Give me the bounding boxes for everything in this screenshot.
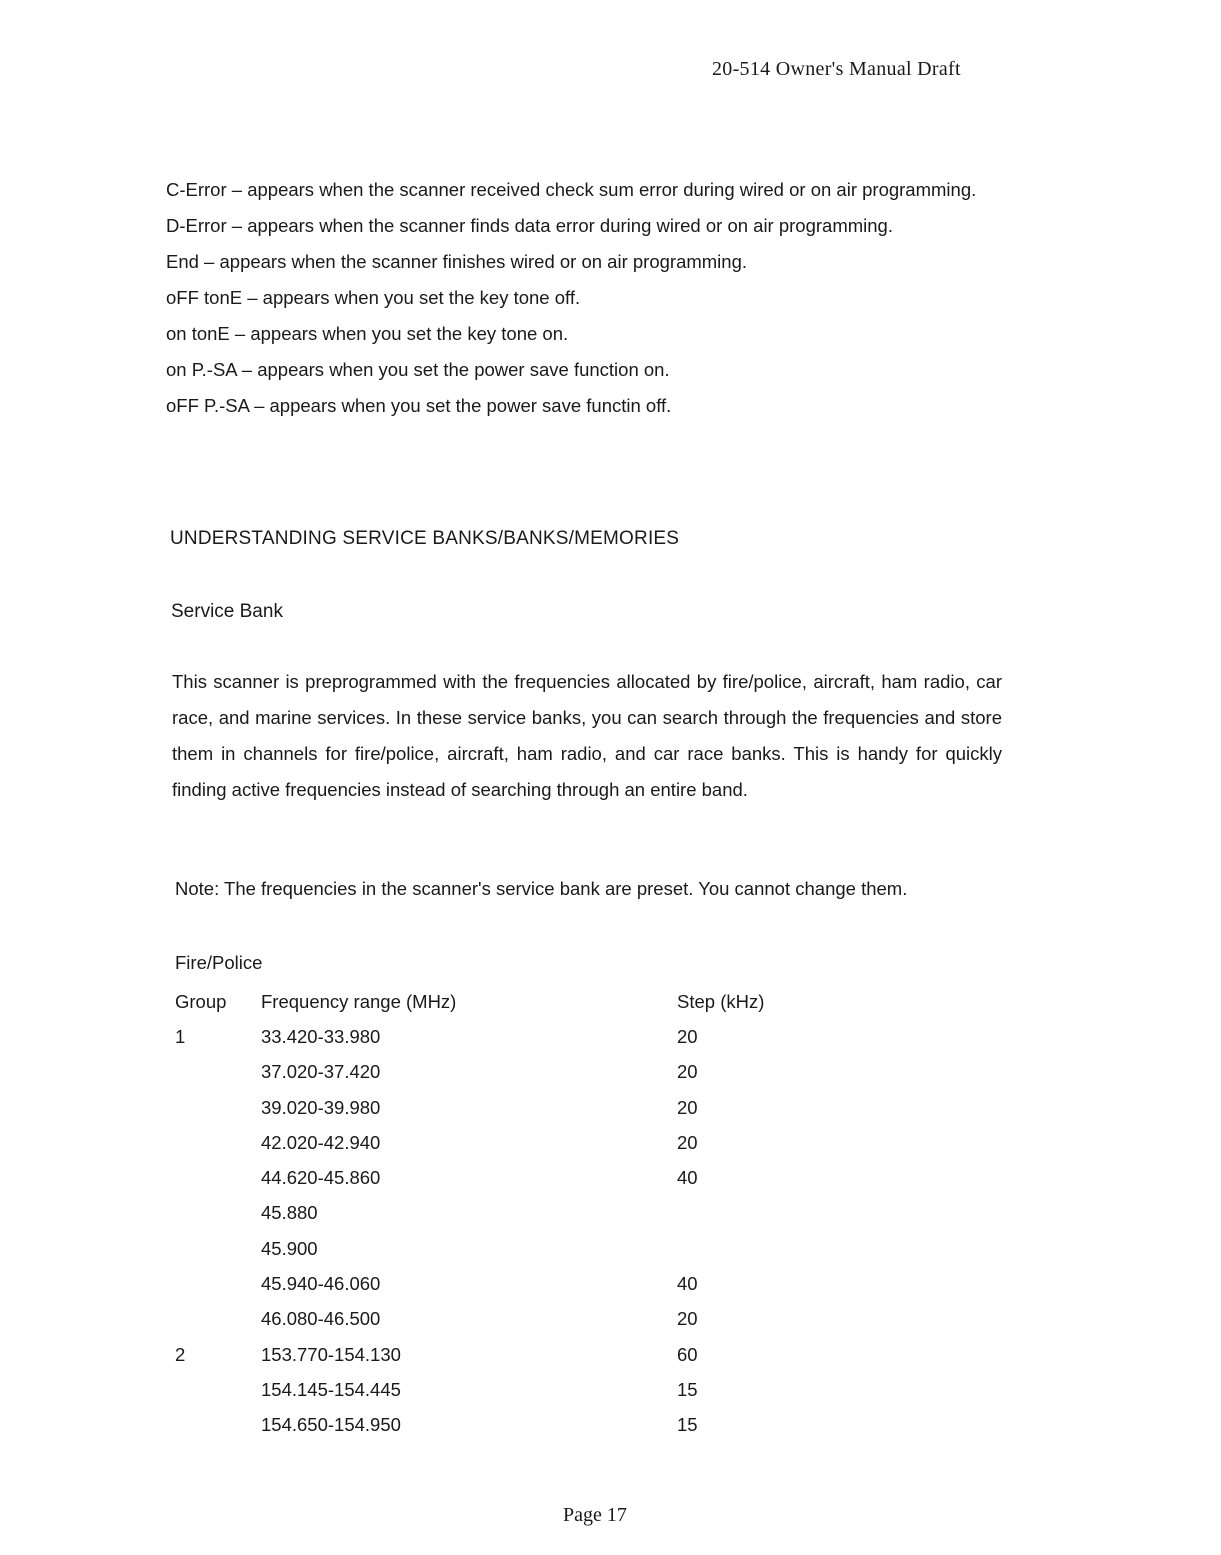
cell-step: 20 <box>677 1025 698 1047</box>
table-row <box>175 1125 797 1160</box>
table-row <box>175 1231 797 1266</box>
note-text: Note: The frequencies in the scanner's service bank are preset. You cannot change them. <box>175 878 908 899</box>
cell-group <box>175 1160 261 1195</box>
cell-step: 40 <box>677 1273 698 1295</box>
cell-group: 2 <box>175 1343 186 1365</box>
cell-step: 20 <box>677 1308 698 1330</box>
cell-group <box>175 1372 261 1407</box>
table-row <box>175 1019 797 1054</box>
cell-range: 33.420-33.980 <box>261 1025 381 1047</box>
cell-range: 45.880 <box>261 1202 318 1224</box>
cell-step <box>677 1196 797 1231</box>
cell-range: 46.080-46.500 <box>261 1308 381 1330</box>
cell-group <box>175 1408 261 1443</box>
frequency-table <box>175 984 797 1443</box>
table-header-row <box>175 984 797 1019</box>
cell-step: 20 <box>677 1096 698 1118</box>
cell-range: 37.020-37.420 <box>261 1061 381 1083</box>
cell-group <box>175 1196 261 1231</box>
cell-group <box>175 1055 261 1090</box>
cell-step <box>677 1231 797 1266</box>
definition-item: oFF tonE – appears when you set the key tone off. <box>166 287 581 308</box>
table-row <box>175 1090 797 1125</box>
table-row <box>175 1055 797 1090</box>
definition-list <box>166 172 996 424</box>
cell-range: 39.020-39.980 <box>261 1096 381 1118</box>
table-row <box>175 1196 797 1231</box>
table-row <box>175 1160 797 1195</box>
cell-step: 20 <box>677 1131 698 1153</box>
definition-item: oFF P.-SA – appears when you set the power save functin off. <box>166 395 672 416</box>
cell-step: 60 <box>677 1343 698 1365</box>
definition-item: D-Error – appears when the scanner finds data error during wired or on air programming. <box>166 215 893 236</box>
cell-group <box>175 1266 261 1301</box>
page-number: Page 17 <box>563 1504 627 1526</box>
cell-group <box>175 1090 261 1125</box>
definition-item: End – appears when the scanner finishes wired or on air programming. <box>166 251 748 272</box>
definition-item: on tonE – appears when you set the key tone on. <box>166 323 569 344</box>
cell-step: 40 <box>677 1167 698 1189</box>
section-heading: UNDERSTANDING SERVICE BANKS/BANKS/MEMORIES <box>170 528 680 549</box>
header-group: Group <box>175 990 227 1012</box>
cell-range: 45.940-46.060 <box>261 1273 381 1295</box>
cell-group <box>175 1231 261 1266</box>
cell-range: 154.650-154.950 <box>261 1414 401 1436</box>
cell-group <box>175 1125 261 1160</box>
cell-range: 44.620-45.860 <box>261 1167 381 1189</box>
header-frequency-range: Frequency range (MHz) <box>261 990 457 1012</box>
definition-item: on P.-SA – appears when you set the power save function on. <box>166 359 670 380</box>
cell-range: 42.020-42.940 <box>261 1131 381 1153</box>
cell-range: 154.145-154.445 <box>261 1378 401 1400</box>
cell-step: 15 <box>677 1378 698 1400</box>
table-row <box>175 1337 797 1372</box>
table-row <box>175 1372 797 1407</box>
definition-item: C-Error – appears when the scanner received check sum error during wired or on air programming. <box>166 179 977 200</box>
cell-group: 1 <box>175 1025 186 1047</box>
document-header: 20-514 Owner's Manual Draft <box>712 58 961 80</box>
cell-range: 45.900 <box>261 1237 318 1259</box>
table-row <box>175 1302 797 1337</box>
table-caption: Fire/Police <box>175 952 263 973</box>
table-row <box>175 1266 797 1301</box>
table-row <box>175 1408 797 1443</box>
cell-step: 20 <box>677 1061 698 1083</box>
cell-step: 15 <box>677 1414 698 1436</box>
cell-range: 153.770-154.130 <box>261 1343 401 1365</box>
subsection-heading: Service Bank <box>171 601 283 622</box>
body-paragraph: This scanner is preprogrammed with the frequencies allocated by fire/police, aircraft, ham radio, car race, and marine services. In these service banks, you can search through the frequencies and store them in channels for fire/police, aircraft, ham radio, and car race banks. This is handy for quickly finding active frequencies instead of searching through an entire band. <box>172 671 1002 800</box>
cell-group <box>175 1302 261 1337</box>
header-step: Step (kHz) <box>677 990 765 1012</box>
